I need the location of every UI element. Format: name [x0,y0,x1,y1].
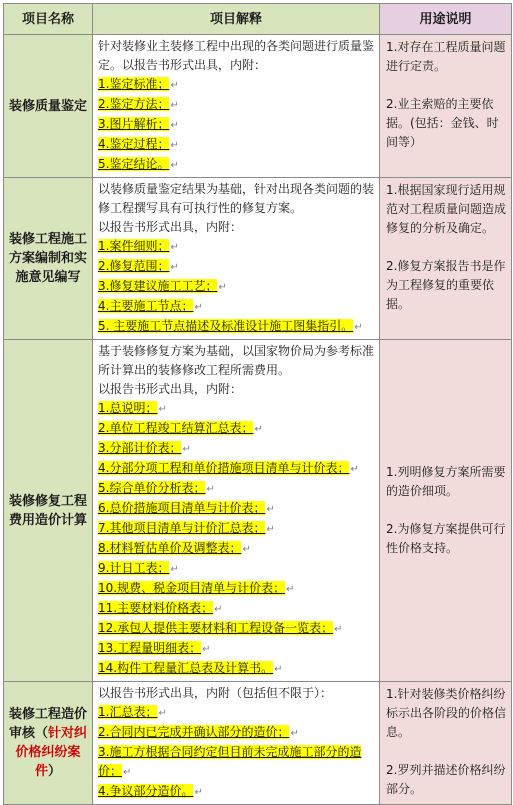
usage-text: 1.对存在工程质量问题进行定责。 [386,40,506,73]
table-row [4,35,512,178]
row-explanation: 以报告书形式出具，内附（包括但不限于）： 1.汇总表；↵ 2.合同内已完成并确认部分的造价；↵ 3.施工方根据合同约定但目前未完成施工部分的造价；↵ 4.争议部分造价。↵ [93,682,380,805]
list-item: 4.鉴定过程； [98,137,170,151]
desc-text: 以装修质量鉴定结果为基础，针对出现各类问题的装修工程撰写具有可执行性的修复方案。 [98,182,375,215]
desc-text: 以报告书形式出具，内附： [98,220,243,234]
list-item: 6.总价措施项目清单与计价表； [98,501,266,515]
row-name: 装修工程施工方案编制和实施意见编写 [4,178,93,340]
list-item: 1.案件细则； [98,239,170,253]
list-item: 2.合同内已完成并确认部分的造价； [98,725,290,739]
table-row [4,340,512,682]
row-usage [380,340,512,682]
row-explanation: 以装修质量鉴定结果为基础，针对出现各类问题的装修工程撰写具有可执行性的修复方案。 以报告书形式出具，内附： 1.案件细则；↵ 2.修复范围；↵ 3.修复建议施工工艺；↵ 4.主要施工节点；↵ 5. 主要施工节点描述及标准设计施工图集指引。↵ [93,178,380,340]
list-item: 9.计日工表； [98,561,170,575]
desc-text: 基于装修修复方案为基础，以国家物价局为参考标准所计算出的装修修改工程所需费用。 [98,344,375,377]
desc-text: 以报告书形式出具，内附： [98,382,243,396]
row-name: 装修质量鉴定 [4,35,93,178]
header-explanation: 项目解释 [93,4,380,35]
list-item: 5.鉴定结论。 [98,157,170,171]
header-row [4,4,512,35]
list-item: 4.分部分项工程和单价措施项目清单与计价表； [98,461,350,475]
usage-text: 1.列明修复方案所需要的造价细项。 [386,465,506,498]
list-item: 5. 主要施工节点描述及标准设计施工图集指引。 [98,319,354,333]
list-item: 4.主要施工节点； [98,299,194,313]
service-table [3,3,512,805]
header-name: 项目名称 [4,4,93,35]
list-item: 11.主要材料价格表； [98,601,214,615]
list-item: 1.总说明； [98,401,158,415]
list-item: 8.材料暂估单价及调整表； [98,541,242,555]
list-item: 2.鉴定方法； [98,97,170,111]
row-explanation: 针对装修业主装修工程中出现的各类问题进行质量鉴定。以报告书形式出具，内附： 1.鉴定标准；↵ 2.鉴定方法；↵ 3.图片解析；↵ 4.鉴定过程；↵ 5.鉴定结论。↵ [93,35,380,178]
desc-text: 针对装修业主装修工程中出现的各类问题进行质量鉴定。以报告书形式出具，内附： [98,39,375,72]
list-item: 2.单位工程竣工结算汇总表； [98,421,254,435]
row-explanation: 基于装修修复方案为基础，以国家物价局为参考标准所计算出的装修修改工程所需费用。 以报告书形式出具，内附： 1.总说明；↵ 2.单位工程竣工结算汇总表；↵ 3.分部计价表；↵ 4.分部分项工程和单价措施项目清单与计价表；↵ 5.综合单价分析表；↵ 6.总价措施项目清单与计价表；↵ 7.其他项目清单与计价汇总表；↵ 8.材料暂估单价及调整表；↵ 9.计日工表；↵ 10.规费、税金项目清单与计价表；↵ 11.主要材料价格表；↵ 12.承包人提供主要材料和工程设备一览表；↵ 13.工程量明细表；↵ 14.构件工程量汇总表及计算书。↵ [93,340,380,682]
list-item: 7.其他项目清单与计价汇总表； [98,521,266,535]
list-item: 10.规费、税金项目清单与计价表； [98,581,286,595]
list-item: 3.修复建议施工工艺； [98,279,218,293]
list-item: 2.修复范围； [98,259,170,273]
row-usage [380,35,512,178]
usage-text: 1.根据国家现行适用规范对工程质量问题造成修复的分析及确定。 [386,183,507,235]
row-name-end: ） [48,764,62,779]
row-name [4,682,93,805]
usage-text: 1.针对装修类价格纠纷标示出各阶段的价格信息。 [386,687,507,739]
list-item: 4.争议部分造价。 [98,784,194,798]
row-name-highlight: 针对纠价格纠纷案件 [15,726,88,779]
row-name: 装修修复工程费用造价计算 [4,340,93,682]
table-row [4,682,512,805]
list-item: 14.构件工程量汇总表及计算书。 [98,661,274,675]
list-item: 5.综合单价分析表； [98,481,206,495]
usage-text: 2.修复方案报告书是作为工程修复的重要依据。 [386,259,506,311]
header-usage: 用途说明 [380,4,512,35]
list-item: 13.工程量明细表； [98,641,202,655]
list-item: 1.汇总表； [98,705,158,719]
list-item: 3.图片解析； [98,117,170,131]
list-item: 1.鉴定标准； [98,77,170,91]
list-item: 12.承包人提供主要材料和工程设备一览表； [98,621,334,635]
list-item: 3.分部计价表； [98,441,182,455]
row-name-text: 装修工程造价审核（ [8,707,87,741]
usage-text: 2.罗列并描述价格纠纷部分。 [386,763,506,796]
usage-text: 2.为修复方案提供可行性价格支持。 [386,522,506,555]
desc-text: 以报告书形式出具，内附（包括但不限于）： [98,686,333,700]
usage-text: 2.业主索赔的主要依据。(包括：金钱、时间等） [386,97,499,149]
row-usage [380,682,512,805]
table-row [4,178,512,340]
list-item: 3.施工方根据合同约定但目前未完成施工部分的造价； [98,745,362,778]
row-usage [380,178,512,340]
